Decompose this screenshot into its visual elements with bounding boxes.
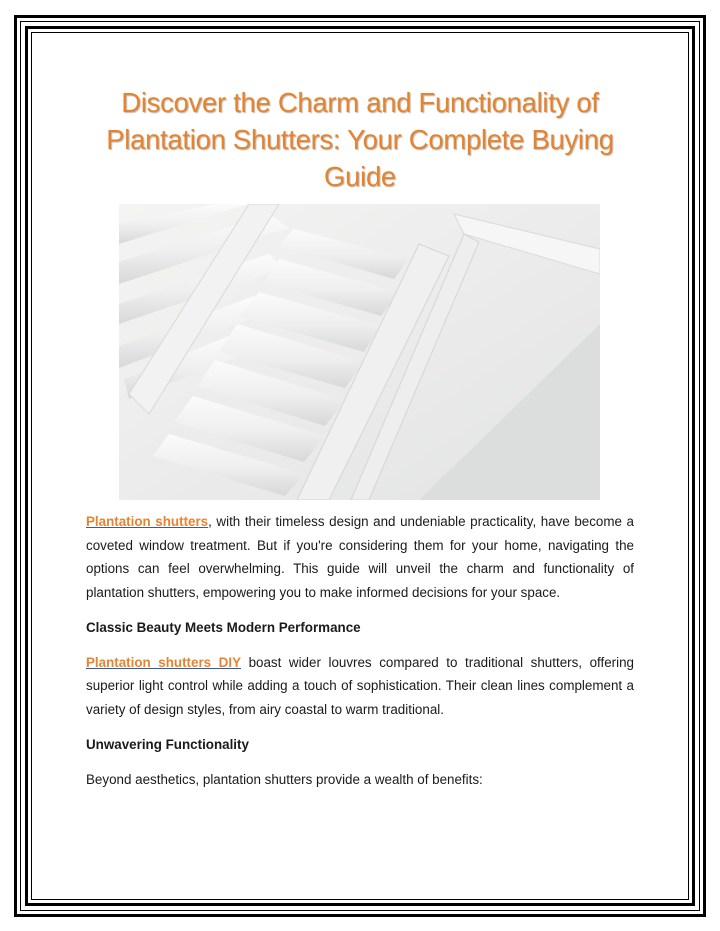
section-heading-functionality: Unwavering Functionality [86,737,249,752]
article-body [86,510,634,791]
plantation-shutters-diy-link[interactable]: Plantation shutters DIY [86,654,242,670]
plantation-shutters-link[interactable]: Plantation shutters [86,514,209,529]
page-title: Discover the Charm and Functionality of Plantation Shutters: Your Complete Buying Guide [106,87,614,192]
section1-text: boast wider louvres compared to traditional shutters, offering superior light control while adding a touch of sophistication. Their clean lines complement a variety of design styles, from airy coastal to warm traditional. [86,654,634,717]
shutter-photo [119,204,600,500]
section1-paragraph [86,651,634,722]
section-heading-classic-beauty: Classic Beauty Meets Modern Performance [86,620,361,635]
intro-paragraph [86,510,634,604]
section2-paragraph: Beyond aesthetics, plantation shutters provide a wealth of benefits: [86,771,483,787]
intro-text: , with their timeless design and undeniable practicality, have become a coveted window treatment. But if you're considering them for your home, navigating the options can feel overwhelming. This guide will unveil the charm and functionality of plantation shutters, empowering you to make informed decisions for your space. [86,514,635,600]
